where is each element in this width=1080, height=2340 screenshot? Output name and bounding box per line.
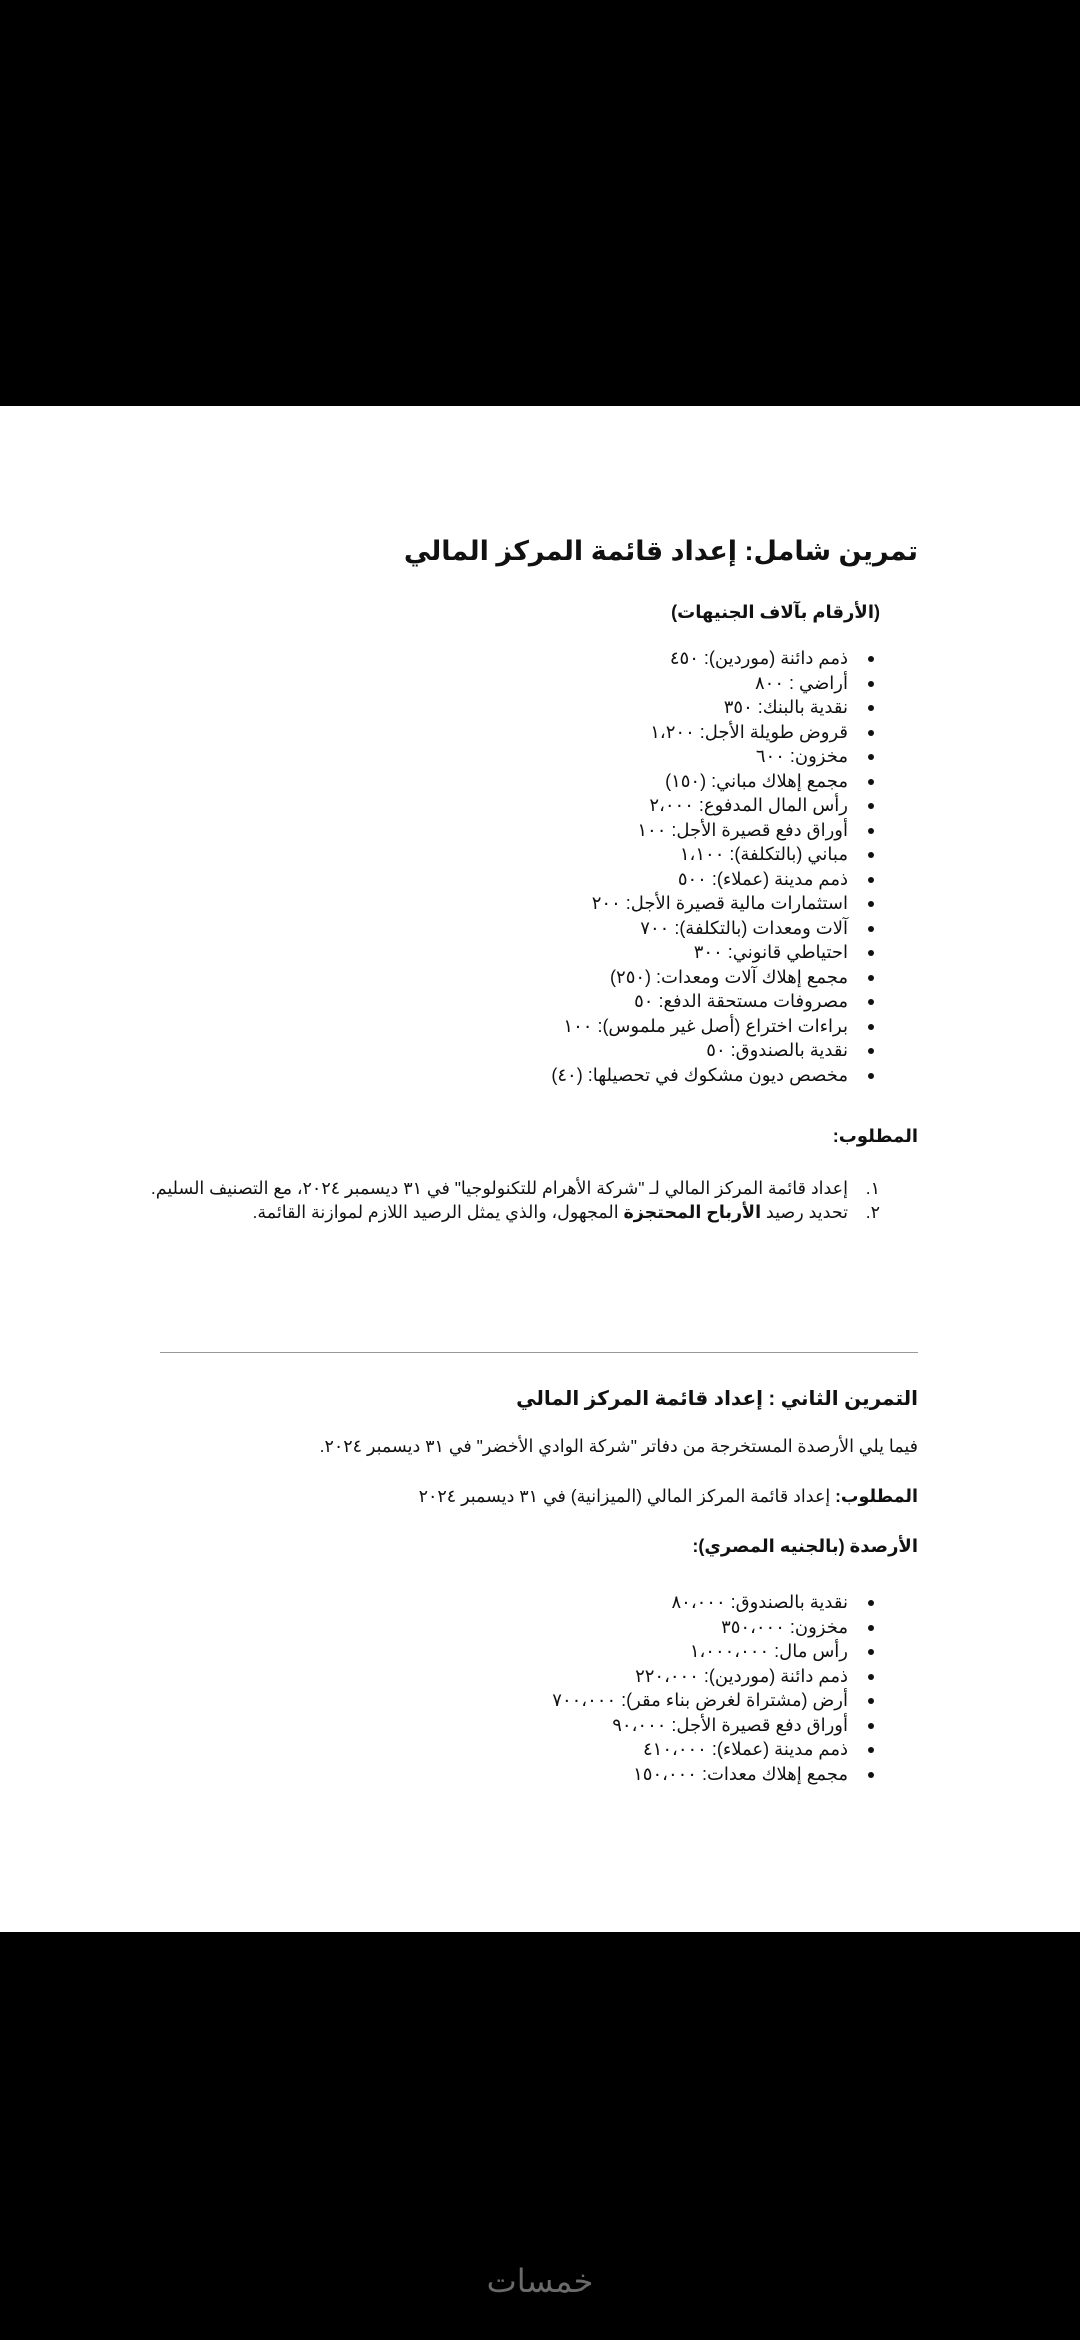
khamsat-watermark-logo: خمسات bbox=[486, 2262, 594, 2300]
document-page bbox=[0, 406, 1080, 1932]
requirement-text-after: المجهول، والذي يمثل الرصيد اللازم لموازنة القائمة. bbox=[252, 1202, 624, 1222]
list-item: مجمع إهلاك مباني: (١٥٠) bbox=[551, 769, 880, 794]
requirement-text-bold: الأرباح المحتجزة bbox=[623, 1202, 762, 1222]
list-item: ذمم دائنة (موردين): ٤٥٠ bbox=[551, 646, 880, 671]
list-item: مجمع إهلاك معدات: ١٥٠،٠٠٠ bbox=[552, 1762, 880, 1787]
exercise2-balances-label: الأرصدة (بالجنيه المصري): bbox=[692, 1536, 918, 1556]
list-item: نقدية بالصندوق: ٨٠،٠٠٠ bbox=[552, 1590, 880, 1615]
requirement-text: إعداد قائمة المركز المالي لـ "شركة الأهرام للتكنولوجيا" في ٣١ ديسمبر ٢٠٢٤، مع التصنيف السليم. bbox=[150, 1178, 848, 1198]
list-item: استثمارات مالية قصيرة الأجل: ٢٠٠ bbox=[551, 891, 880, 916]
exercise2-required-label: المطلوب: bbox=[835, 1486, 918, 1506]
list-item: ذمم مدينة (عملاء): ٤١٠،٠٠٠ bbox=[552, 1737, 880, 1762]
exercise1-required-label: المطلوب: bbox=[832, 1126, 918, 1146]
list-item: مخزون: ٦٠٠ bbox=[551, 744, 880, 769]
list-item: رأس المال المدفوع: ٢،٠٠٠ bbox=[551, 793, 880, 818]
exercise1-requirements-list bbox=[151, 1176, 880, 1224]
exercise2-title: التمرين الثاني : إعداد قائمة المركز المالي bbox=[516, 1388, 918, 1410]
list-item: أرض (مشتراة لغرض بناء مقر): ٧٠٠،٠٠٠ bbox=[552, 1688, 880, 1713]
requirement-number: ١. bbox=[865, 1178, 880, 1198]
list-item: نقدية بالصندوق: ٥٠ bbox=[551, 1038, 880, 1063]
list-item: رأس مال: ١،٠٠٠،٠٠٠ bbox=[552, 1639, 880, 1664]
exercise1-unit-note: (الأرقام بآلاف الجنيهات) bbox=[671, 602, 880, 622]
list-item: مخزون: ٣٥٠،٠٠٠ bbox=[552, 1615, 880, 1640]
list-item: ذمم دائنة (موردين): ٢٢٠،٠٠٠ bbox=[552, 1664, 880, 1689]
requirement-item bbox=[151, 1176, 880, 1200]
list-item: آلات ومعدات (بالتكلفة): ٧٠٠ bbox=[551, 916, 880, 941]
list-item: ذمم مدينة (عملاء): ٥٠٠ bbox=[551, 867, 880, 892]
exercise1-items-list bbox=[551, 646, 880, 1087]
list-item: نقدية بالبنك: ٣٥٠ bbox=[551, 695, 880, 720]
list-item: احتياطي قانوني: ٣٠٠ bbox=[551, 940, 880, 965]
list-item: مخصص ديون مشكوك في تحصيلها: (٤٠) bbox=[551, 1063, 880, 1088]
exercise2-required bbox=[419, 1486, 918, 1507]
list-item: أوراق دفع قصيرة الأجل: ٩٠،٠٠٠ bbox=[552, 1713, 880, 1738]
exercise2-intro: فيما يلي الأرصدة المستخرجة من دفاتر "شركة الوادي الأخضر" في ٣١ ديسمبر ٢٠٢٤. bbox=[319, 1436, 918, 1456]
requirement-number: ٢. bbox=[865, 1202, 880, 1222]
list-item: أراضي : ٨٠٠ bbox=[551, 671, 880, 696]
requirement-item bbox=[151, 1200, 880, 1224]
list-item: قروض طويلة الأجل: ١،٢٠٠ bbox=[551, 720, 880, 745]
list-item: مباني (بالتكلفة): ١،١٠٠ bbox=[551, 842, 880, 867]
requirement-text-before: تحديد رصيد bbox=[761, 1202, 848, 1222]
list-item: براءات اختراع (أصل غير ملموس): ١٠٠ bbox=[551, 1014, 880, 1039]
section-divider bbox=[160, 1352, 918, 1353]
list-item: أوراق دفع قصيرة الأجل: ١٠٠ bbox=[551, 818, 880, 843]
list-item: مجمع إهلاك آلات ومعدات: (٢٥٠) bbox=[551, 965, 880, 990]
exercise1-title: تمرين شامل: إعداد قائمة المركز المالي bbox=[403, 536, 918, 566]
exercise2-items-list bbox=[552, 1590, 880, 1786]
exercise2-required-text: إعداد قائمة المركز المالي (الميزانية) في ٣١ ديسمبر ٢٠٢٤ bbox=[418, 1486, 836, 1506]
list-item: مصروفات مستحقة الدفع: ٥٠ bbox=[551, 989, 880, 1014]
